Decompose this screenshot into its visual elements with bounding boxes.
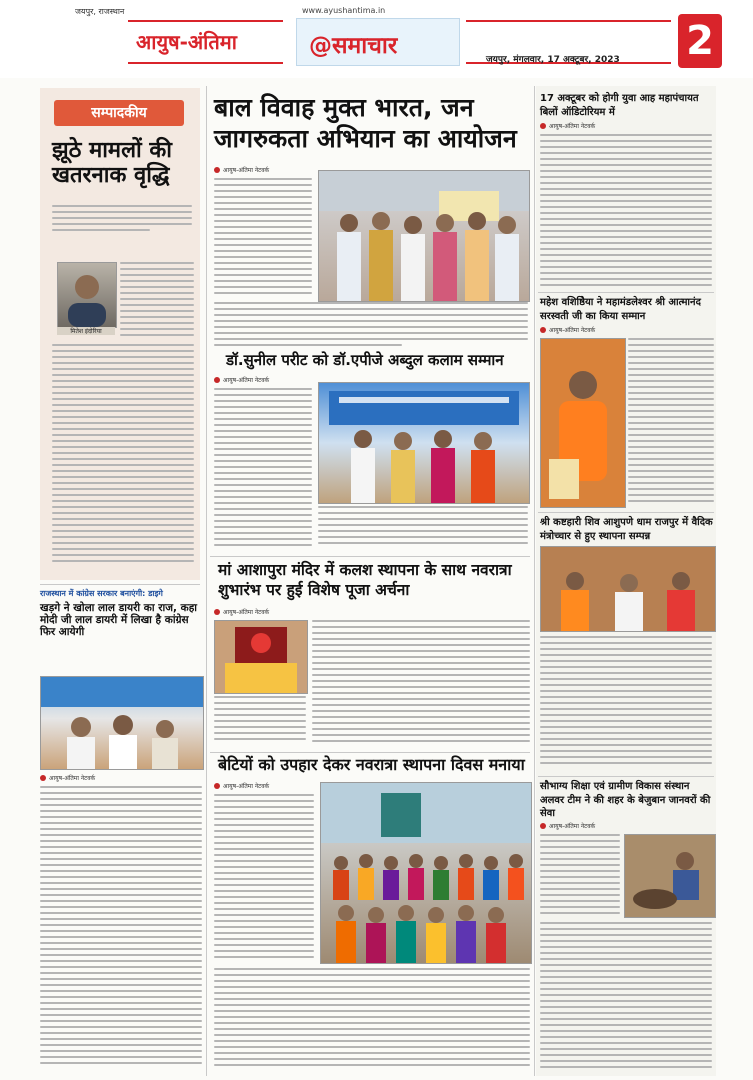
masthead-title-right: @समाचार xyxy=(309,33,398,59)
congress-byline: आयुष-अंतिमा नेटवर्क xyxy=(40,774,95,782)
navratri-headline: मां आशापुरा मंदिर में कलश स्थापना के साथ नवरात्रा शुभारंभ पर हुई विशेष पूजा अर्चना xyxy=(218,561,512,600)
right-top-byline: आयुष-अंतिमा नेटवर्क xyxy=(540,122,595,130)
daughters-headline: बेटियों को उपहार देकर नवरात्रा स्थापना दिवस मनाया xyxy=(218,755,525,774)
congress-photo xyxy=(40,676,204,770)
navratri-photo xyxy=(214,620,308,694)
navratri-body-text-b xyxy=(312,620,530,748)
animal-headline: सौभाग्य शिक्षा एवं ग्रामीण विकास संस्थान अलवर टीम ने की शहर के बेजुबान जानवरों की सेवा xyxy=(540,781,711,819)
daughters-byline: आयुष-अंतिमा नेटवर्क xyxy=(214,782,269,790)
divider xyxy=(538,776,714,777)
divider xyxy=(210,752,530,753)
animal-body-text-b xyxy=(540,922,712,1074)
main-body-text-bottom xyxy=(214,302,528,352)
editorial-body-text xyxy=(52,344,194,572)
kalam-byline: आयुष-अंतिमा नेटवर्क xyxy=(214,376,269,384)
congress-body-text xyxy=(40,786,202,1074)
award-headline: महेश वशिष्ठेिया ने महामंडलेश्वर श्री आत्मानंद सरस्वती जी का किया सम्मान xyxy=(540,297,701,322)
award-body-text xyxy=(628,338,714,508)
masthead-dateline: जयपुर, मंगलवार, 17 अक्टूबर, 2023 xyxy=(486,55,620,65)
animal-photo xyxy=(624,834,716,918)
masthead-center-banner xyxy=(296,18,460,66)
masthead-title-left: आयुष-अंतिमा xyxy=(136,30,237,54)
masthead-place: जयपुर, राजस्थान xyxy=(75,7,125,16)
divider xyxy=(210,556,530,557)
congress-headline: खड़गे ने खोला लाल डायरी का राज, कहा मोदी जी लाल डायरी में लिखा है कांग्रेस फिर आयेगी xyxy=(40,602,198,639)
main-byline: आयुष-अंतिमा नेटवर्क xyxy=(214,166,269,174)
award-photo xyxy=(540,338,626,508)
shiva-body-text xyxy=(540,636,712,772)
editorial-author-photo xyxy=(57,262,117,328)
editorial-author-name: मितेश इंदोरिया xyxy=(57,327,115,335)
daughters-body-text-a xyxy=(214,794,314,962)
divider xyxy=(538,512,714,513)
daughters-body-text-b xyxy=(214,968,530,1074)
kalam-headline: डॉ.सुनील परीट को डॉ.एपीजे अब्दुल कलाम सम्मान xyxy=(226,351,504,369)
masthead xyxy=(0,0,753,78)
navratri-byline: आयुष-अंतिमा नेटवर्क xyxy=(214,608,269,616)
animal-byline: आयुष-अंतिमा नेटवर्क xyxy=(540,822,595,830)
masthead-left-logo xyxy=(128,20,283,64)
kalam-photo xyxy=(318,382,530,504)
right-top-body-text xyxy=(540,134,712,290)
right-top-headline: 17 अक्टूबर को होगी युवा आह महापंचायत बिलों ऑडिटोरियम में xyxy=(540,93,699,118)
divider xyxy=(206,86,207,1076)
masthead-url[interactable]: www.ayushantima.in xyxy=(302,6,386,15)
congress-kicker: राजस्थान में कांग्रेस सरकार बनाएंगी: डाइगे xyxy=(40,589,163,598)
shiva-headline: श्री कष्टहारी शिव आशुपणे धाम राजपुर में वैदिक मंत्रोच्चार से हुए स्थापना सम्पन्न xyxy=(540,517,713,542)
kalam-body-text-bottom xyxy=(318,506,528,552)
shiva-photo xyxy=(540,546,716,632)
kalam-body-text xyxy=(214,388,312,552)
editorial-intro-text xyxy=(52,205,192,257)
main-body-text-col1 xyxy=(214,178,312,296)
main-headline: बाल विवाह मुक्त भारत, जन जागरुकता अभियान का आयोजन xyxy=(214,93,517,154)
navratri-body-text-a xyxy=(214,696,306,748)
divider xyxy=(40,584,200,585)
main-photo xyxy=(318,170,530,302)
editorial-text-side xyxy=(120,262,194,340)
divider xyxy=(538,292,714,293)
editorial-title: झूठे मामलों की खतरनाक वृद्धि xyxy=(52,138,172,189)
page-number: 2 xyxy=(678,14,722,68)
editorial-label: सम्पादकीय xyxy=(54,100,184,126)
divider xyxy=(534,86,535,1076)
award-byline: आयुष-अंतिमा नेटवर्क xyxy=(540,326,595,334)
animal-body-text-a xyxy=(540,834,620,918)
daughters-photo xyxy=(320,782,532,964)
